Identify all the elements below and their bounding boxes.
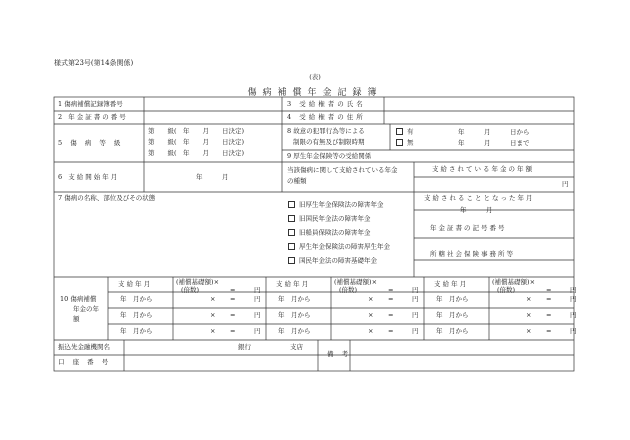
annual-period-header: 支 給 年 月 xyxy=(118,280,151,288)
annual-period-from: 年 月から xyxy=(436,311,469,319)
account-number-label: 口 座 番 号 xyxy=(58,358,112,366)
became-payable-value: 年 月 xyxy=(460,206,493,214)
annual-times: × xyxy=(210,295,216,303)
annual-yen: 円 xyxy=(570,286,577,294)
annual-equals: = xyxy=(230,286,236,294)
checkbox[interactable] xyxy=(288,243,295,250)
annual-yen: 円 xyxy=(254,327,261,335)
annual-yen: 円 xyxy=(570,327,577,335)
checkbox[interactable] xyxy=(288,201,295,208)
restriction-option-no[interactable]: 無 xyxy=(396,139,414,146)
annual-amount-label: 10 傷病補償 xyxy=(60,295,97,303)
restriction-option-yes[interactable]: 有 xyxy=(396,128,414,135)
pension-type-option[interactable]: 旧国民年金法の障害年金 xyxy=(288,215,371,222)
annual-times: × xyxy=(368,327,374,335)
pension-type-option[interactable]: 旧船員保険法の障害年金 xyxy=(288,229,371,236)
pension-type-option[interactable]: 厚生年金保険法の障害厚生年金 xyxy=(288,243,390,250)
branch-unit: 支店 xyxy=(290,343,303,351)
annual-equals: = xyxy=(230,327,236,335)
annual-yen: 円 xyxy=(412,327,419,335)
checkbox[interactable] xyxy=(288,215,295,222)
start-month-value: 年 月 xyxy=(196,173,229,181)
annual-times: × xyxy=(526,311,532,319)
annual-amount-label-2: 年金の年 xyxy=(73,305,99,313)
checkbox[interactable] xyxy=(396,139,403,146)
annual-yen: 円 xyxy=(254,286,261,294)
annual-yen: 円 xyxy=(254,311,261,319)
page-title: 傷病補償年金記録簿 xyxy=(247,88,383,98)
field-start-month-label: 6 支給開始年月 xyxy=(58,173,120,181)
annual-amount-label-3: 額 xyxy=(73,315,80,323)
checkbox[interactable] xyxy=(288,229,295,236)
annual-period-from: 年 月から xyxy=(278,311,311,319)
became-payable-label: 支給されることとなった年月 xyxy=(424,194,535,202)
field-injury-label: 7 傷病の名称、部位及びその状態 xyxy=(58,194,156,202)
annual-formula-header: (補償基礎額)× xyxy=(176,278,220,286)
form-id: 様式第23号(第14条関係) xyxy=(54,59,134,67)
social-insurance-office-label: 所轄社会保険事務所等 xyxy=(430,250,515,258)
certificate-code-label: 年金証書の記号番号 xyxy=(430,224,507,232)
field-recipient-name-label: 3 受給権者の氏名 xyxy=(287,100,366,108)
checkbox[interactable] xyxy=(288,257,295,264)
annual-period-from: 年 月から xyxy=(278,327,311,335)
annual-yen: 円 xyxy=(412,295,419,303)
annual-yen: 円 xyxy=(412,311,419,319)
pension-amount-label: 支給されている年金の年額 xyxy=(432,165,534,173)
annual-equals: = xyxy=(230,295,236,303)
bank-unit: 銀行 xyxy=(238,343,251,351)
grade-line: 第 級( 年 月 日決定) xyxy=(148,149,245,157)
field-ledger-number-label: 1 傷病補償記録簿番号 xyxy=(58,100,123,108)
annual-equals: = xyxy=(546,286,552,294)
annual-times: × xyxy=(526,327,532,335)
annual-period-from: 年 月から xyxy=(120,327,153,335)
annual-yen: 円 xyxy=(412,286,419,294)
annual-period-from: 年 月から xyxy=(436,327,469,335)
field-recipient-address-label: 4 受給権者の住所 xyxy=(287,113,366,121)
annual-formula-header: (補償基礎額)× xyxy=(334,278,378,286)
field-restriction-label: 8 故意の犯罪行為等による xyxy=(287,127,365,135)
annual-equals: = xyxy=(546,311,552,319)
annual-yen: 円 xyxy=(254,295,261,303)
annual-period-from: 年 月から xyxy=(120,311,153,319)
annual-equals: = xyxy=(230,311,236,319)
field-restriction-label-2: 制限の有無及び制限時期 xyxy=(293,138,365,146)
annual-times: × xyxy=(526,295,532,303)
field-disability-grade-label: 5 傷 病 等 級 xyxy=(58,139,124,147)
related-pension-label-2: の種類 xyxy=(287,177,307,185)
pension-type-option[interactable]: 国民年金法の障害基礎年金 xyxy=(288,257,377,264)
page-side-label: (表) xyxy=(309,73,321,81)
bank-name-label: 振込先金融機関名 xyxy=(58,343,110,351)
annual-equals: = xyxy=(546,327,552,335)
annual-equals: = xyxy=(388,311,394,319)
annual-yen: 円 xyxy=(570,311,577,319)
annual-formula-header: (補償基礎額)× xyxy=(492,278,536,286)
field-welfare-pension-label: 9 厚生年金保険等の受給関係 xyxy=(287,152,372,160)
annual-times: × xyxy=(210,327,216,335)
annual-formula-multiplier: (倍数) xyxy=(339,286,358,294)
annual-period-header: 支 給 年 月 xyxy=(276,280,309,288)
annual-equals: = xyxy=(388,295,394,303)
related-pension-label: 当該傷病に関して支給されている年金 xyxy=(287,166,398,174)
remarks-label: 備 考 xyxy=(327,350,352,358)
annual-equals: = xyxy=(388,286,394,294)
annual-formula-multiplier: (倍数) xyxy=(181,286,200,294)
annual-period-from: 年 月から xyxy=(436,295,469,303)
annual-period-from: 年 月から xyxy=(278,295,311,303)
annual-period-header: 支 給 年 月 xyxy=(434,280,467,288)
annual-times: × xyxy=(368,311,374,319)
annual-equals: = xyxy=(546,295,552,303)
restriction-until: 年 月 日まで xyxy=(458,139,530,147)
restriction-from: 年 月 日から xyxy=(458,128,530,136)
annual-yen: 円 xyxy=(570,295,577,303)
annual-times: × xyxy=(368,295,374,303)
annual-formula-multiplier: (倍数) xyxy=(497,286,516,294)
annual-period-from: 年 月から xyxy=(120,295,153,303)
checkbox[interactable] xyxy=(396,128,403,135)
pension-type-option[interactable]: 旧厚生年金保険法の障害年金 xyxy=(288,201,384,208)
annual-equals: = xyxy=(388,327,394,335)
pension-amount-unit: 円 xyxy=(562,180,569,188)
annual-times: × xyxy=(210,311,216,319)
grade-line: 第 級( 年 月 日決定) xyxy=(148,127,245,135)
grade-line: 第 級( 年 月 日決定) xyxy=(148,138,245,146)
field-certificate-number-label: 2 年金証書の番号 xyxy=(58,113,128,121)
